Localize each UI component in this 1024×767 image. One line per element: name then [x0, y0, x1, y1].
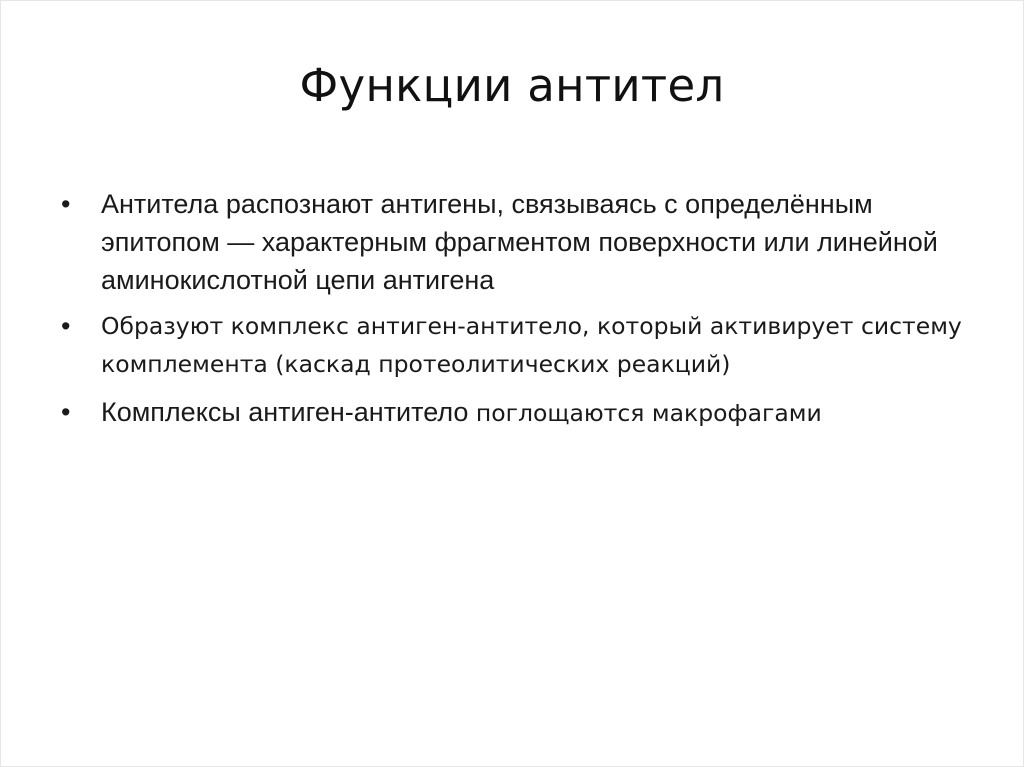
bullet-text-small: поглощаются макрофагами	[468, 399, 822, 427]
bullet-text-large: Комплексы антиген-антитело	[101, 397, 469, 427]
bullet-marker: •	[61, 397, 71, 427]
bullet-item	[59, 393, 979, 436]
bullet-text: Антитела распознают антигены, связываясь с определённым эпитопом — характерным фрагментом поверхности или линейной аминокислотной цепи антигена	[101, 189, 938, 295]
bullet-marker: •	[61, 189, 71, 219]
slide-title: Функции антител	[299, 59, 725, 112]
bullet-text: Образуют комплекс антиген-антитело, который активирует систему комплемента (каскад протеолитических реакций)	[101, 312, 962, 378]
bullet-list	[59, 185, 979, 436]
bullet-item	[59, 185, 979, 299]
bullet-item	[59, 307, 979, 383]
bullet-marker: •	[61, 311, 71, 341]
